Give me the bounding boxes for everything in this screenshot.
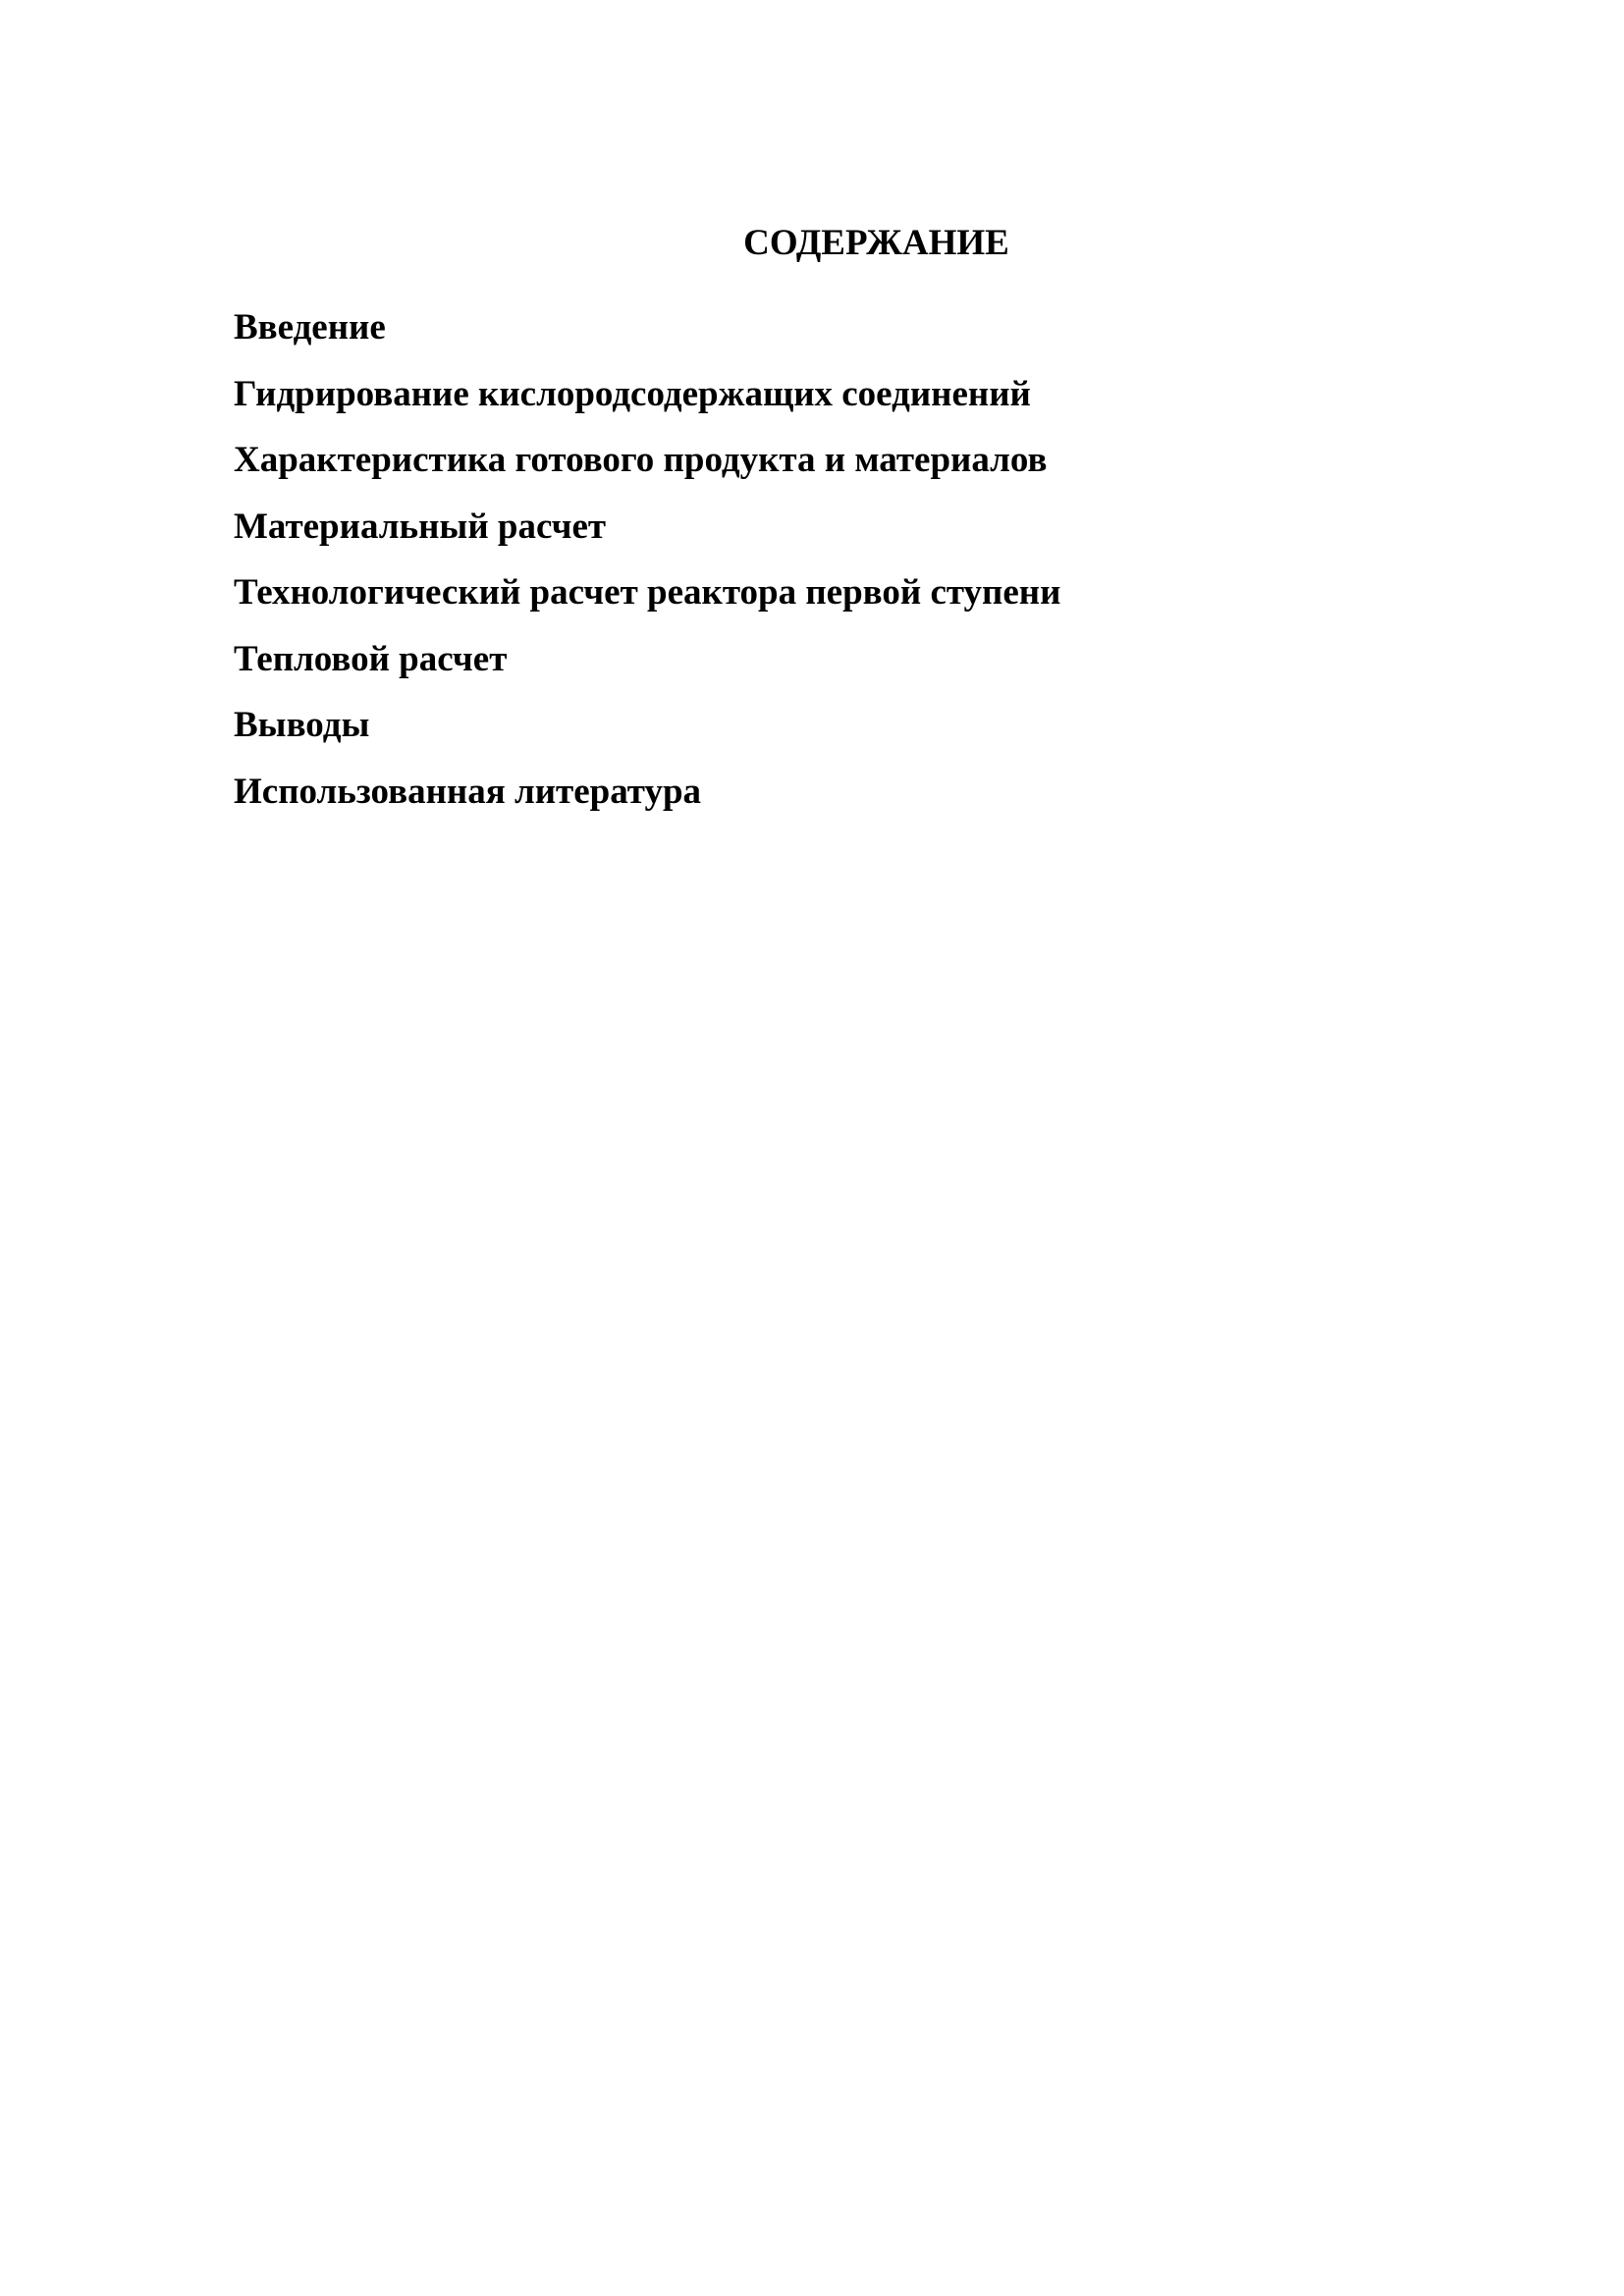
toc-item-material-calculation: Материальный расчет [234, 506, 607, 547]
toc-item-hydrogenation: Гидрирование кислородсодержащих соединений [234, 373, 1031, 414]
toc-item-references: Использованная литература [234, 771, 702, 812]
toc-item-thermal-calculation: Тепловой расчет [234, 638, 508, 679]
table-of-contents [234, 306, 1060, 836]
toc-item-product-characteristics: Характеристика готового продукта и материалов [234, 440, 1048, 480]
toc-item-conclusions: Выводы [234, 705, 370, 745]
page-title: СОДЕРЖАНИЕ [743, 223, 1009, 263]
toc-item-introduction: Введение [234, 307, 386, 347]
toc-item-reactor-calculation: Технологический расчет реактора первой ступени [234, 572, 1061, 613]
